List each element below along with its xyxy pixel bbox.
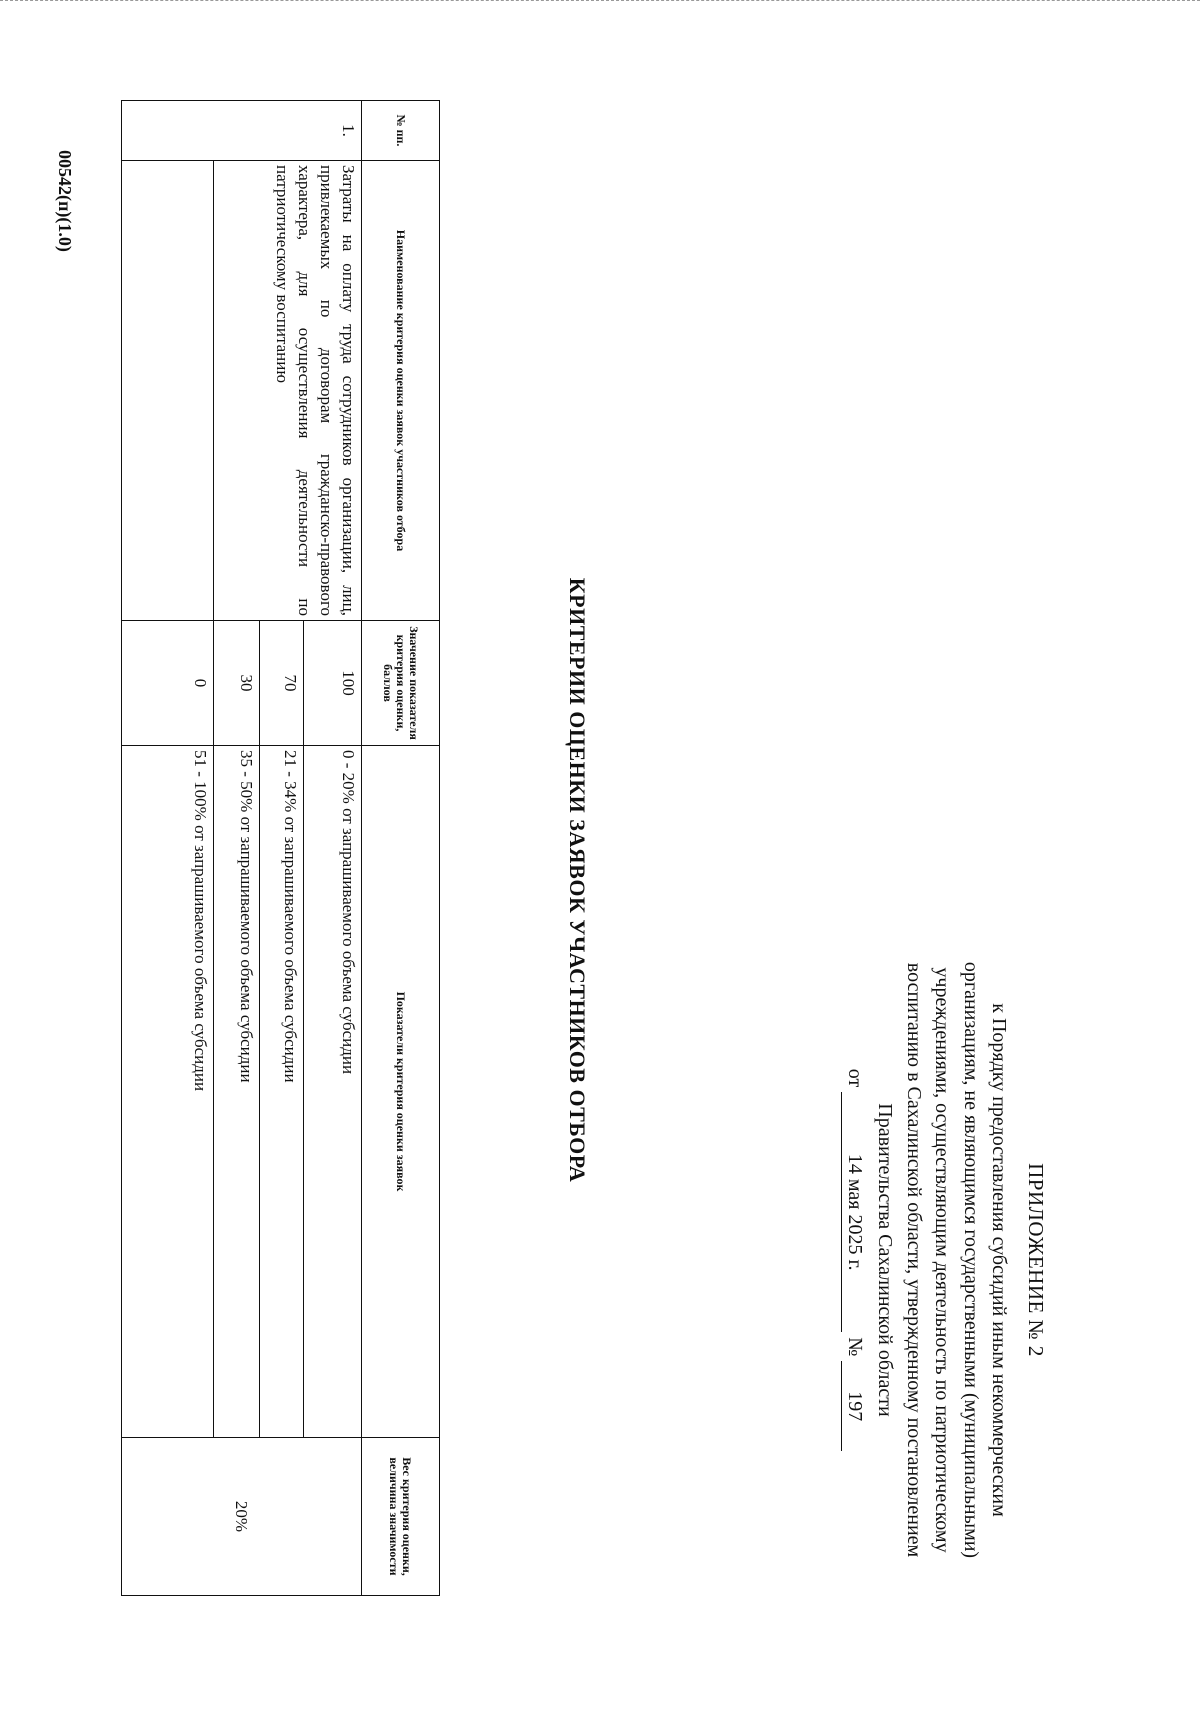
empty-cell <box>122 161 214 621</box>
appendix-number: 197 <box>841 1361 868 1451</box>
criterion-name: Затраты на оплату труда сотрудников организации, лиц, привлекаемых по договорам гражданско-правового характера, для осуществления деятельности по патриотическому воспитанию <box>214 161 362 621</box>
appendix-block <box>841 940 1051 1580</box>
table-row <box>122 101 214 1596</box>
date-prefix: от <box>844 1068 866 1088</box>
indicator-text: 21 - 34% от запрашиваемого объема субсидии <box>260 746 304 1438</box>
appendix-body: к Порядку предоставления субсидий иным некоммерческим организациям, не являющимся государственными (муниципальными) учреждениями, осуществляющим деятельность по патриотическому воспитанию в Сахалинской области, утвержденному постановлением Правительства Сахалинской области <box>874 961 1011 1559</box>
score-value: 30 <box>214 621 260 746</box>
appendix-date: 14 мая 2025 г. <box>841 1092 868 1332</box>
number-prefix: № <box>844 1337 866 1357</box>
page-title: КРИТЕРИИ ОЦЕНКИ ЗАЯВОК УЧАСТНИКОВ ОТБОРА <box>565 577 590 1183</box>
header-indicators: Показатели критерия оценки заявок <box>362 746 440 1438</box>
indicator-text: 0 - 20% от запрашиваемого объема субсидии <box>304 746 362 1438</box>
header-weight: Вес критерия оценки, величина значимости <box>362 1438 440 1596</box>
table-header-row <box>362 101 440 1596</box>
indicator-text: 35 - 50% от запрашиваемого объема субсидии <box>214 746 260 1438</box>
table-row <box>304 101 362 1596</box>
header-name: Наименование критерия оценки заявок участников отбора <box>362 161 440 621</box>
appendix-heading: ПРИЛОЖЕНИЕ № 2 <box>1024 1163 1048 1357</box>
score-value: 70 <box>260 621 304 746</box>
score-value: 0 <box>122 621 214 746</box>
criterion-weight: 20% <box>122 1438 362 1596</box>
indicator-text: 51 - 100% от запрашиваемого объема субсидии <box>122 746 214 1438</box>
appendix-date-line <box>841 940 870 1580</box>
criteria-table <box>121 100 440 1596</box>
header-value: Значение показателя критерия оценки, баллов <box>362 621 440 746</box>
score-value: 100 <box>304 621 362 746</box>
criterion-number: 1. <box>122 101 362 161</box>
header-num: № пп. <box>362 101 440 161</box>
document-code: 00542(п)(1.0) <box>55 150 75 252</box>
